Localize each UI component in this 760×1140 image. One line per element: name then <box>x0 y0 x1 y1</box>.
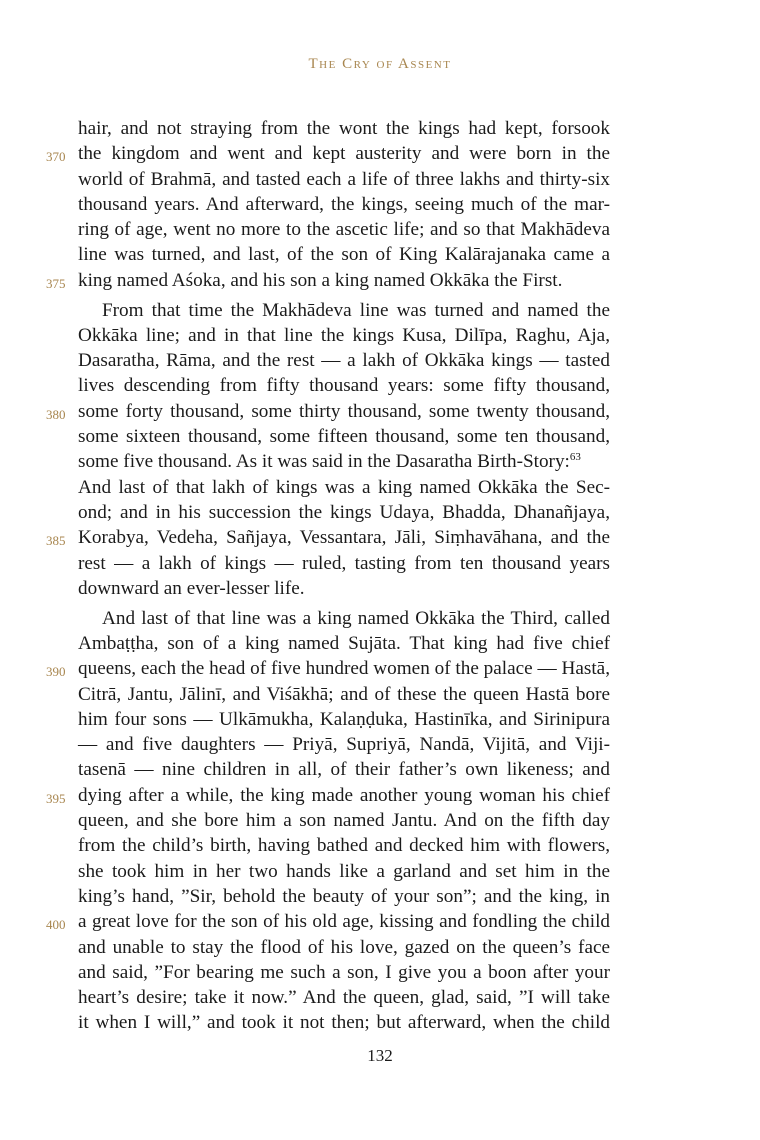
text-line: — and five daughters — Priyā, Supriyā, Nandā, Vijitā, and Viji- <box>78 734 610 756</box>
text-line: 400 a great love for the son of his old age, kissing and fondling the child <box>78 909 610 934</box>
line-number: 395 <box>46 790 66 806</box>
line-number: 390 <box>46 664 66 680</box>
footnote-marker: 63 <box>569 451 581 464</box>
text-line: From that time the Makhādeva line was turned and named the <box>102 299 610 321</box>
text-line: tasenā — nine children in all, of their father’s own likeness; and <box>78 759 610 781</box>
text-line: lives descending from fifty thousand years: some fifty thousand, <box>78 375 610 397</box>
text-line: heart’s desire; take it now.” And the queen, glad, said, ”I will take <box>78 987 610 1009</box>
body-text <box>46 116 610 1036</box>
text-line: Citrā, Jantu, Jālinī, and Viśākhā; and of these the queen Hastā bore <box>78 683 610 705</box>
text-line: queen, and she bore him a son named Jantu. And on the fifth day <box>78 810 610 832</box>
line-number: 380 <box>46 406 66 422</box>
text-line: she took him in her two hands like a garland and set him in the <box>78 860 610 882</box>
text-line: hair, and not straying from the wont the kings had kept, forsook <box>78 118 610 139</box>
text-line: and unable to stay the flood of his love, gazed on the queen’s face <box>78 936 610 958</box>
text-line: rest — a lakh of kings — ruled, tasting from ten thousand years <box>78 552 610 574</box>
text-line: Okkāka line; and in that line the kings Kusa, Dilīpa, Raghu, Aja, <box>78 324 610 346</box>
text-line: 380 some forty thousand, some thirty thousand, some twenty thousand, <box>78 399 610 424</box>
text-line: 370 the kingdom and went and kept austerity and were born in the <box>78 141 610 166</box>
line-number: 400 <box>46 917 66 933</box>
text-line: from the child’s birth, having bathed and decked him with flowers, <box>78 835 610 857</box>
running-header: The Cry of Assent <box>308 56 452 72</box>
text-line: some sixteen thousand, some fifteen thousand, some ten thousand, <box>78 426 610 448</box>
text-line: ring of age, went no more to the ascetic life; and so that Makhādeva <box>78 219 610 241</box>
text-line: ond; and in his succession the kings Udaya, Bhadda, Dhanañjaya, <box>78 501 610 523</box>
text-line: it when I will,” and took it not then; but afterward, when the child <box>78 1012 610 1034</box>
text-line: 395 dying after a while, the king made another young woman his chief <box>78 783 610 808</box>
page-number: 132 <box>367 1046 393 1065</box>
text-line: him four sons — Ulkāmukha, Kalaṇḍuka, Hastinīka, and Sirinipura <box>78 708 610 730</box>
text-line: line was turned, and last, of the son of King Kalārajanaka came a <box>78 244 610 266</box>
line-number: 385 <box>46 533 66 549</box>
line-number: 370 <box>46 149 66 165</box>
text-line: downward an ever-lesser life. <box>78 577 305 599</box>
text-line: and said, ”For bearing me such a son, I give you a boon after your <box>78 961 610 983</box>
text-line: Dasaratha, Rāma, and the rest — a lakh of Okkāka kings — tasted <box>78 350 610 372</box>
text-line: world of Brahmā, and tasted each a life of three lakhs and thirty-six <box>78 168 610 190</box>
text-line: 385 Korabya, Vedeha, Sañjaya, Vessantara, Jāli, Siṃhavāhana, and the <box>78 525 610 550</box>
text-line: thousand years. And afterward, the kings, seeing much of the mar- <box>78 193 610 215</box>
line-number: 375 <box>46 275 66 291</box>
text-line: king’s hand, ”Sir, behold the beauty of your son”; and the king, in <box>78 885 610 907</box>
text-line: 375 king named Aśoka, and his son a king named Okkāka the First. <box>78 268 610 293</box>
text-line: And last of that line was a king named Okkāka the Third, called <box>102 607 610 629</box>
text-line: And last of that lakh of kings was a king named Okkāka the Sec- <box>78 476 610 498</box>
text-line: some five thousand. As it was said in the Dasaratha Birth-Story:$^{63}$ <box>78 451 581 473</box>
text-line: Ambaṭṭha, son of a king named Sujāta. That king had five chief <box>78 632 610 654</box>
text-line: 390 queens, each the head of five hundred women of the palace — Hastā, <box>78 656 610 681</box>
